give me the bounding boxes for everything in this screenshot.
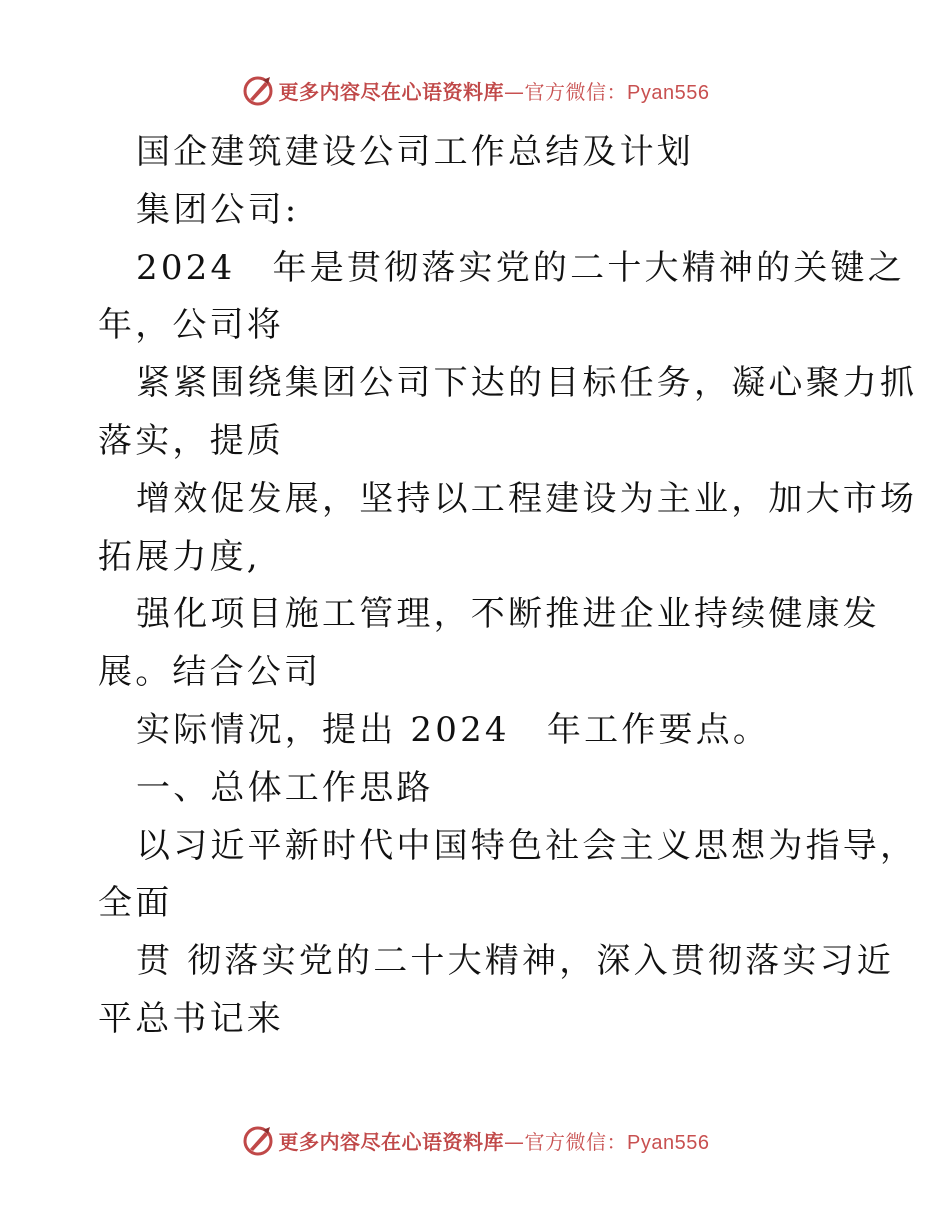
header-watermark [0,72,950,108]
paragraph-line: 落实，提质 [98,420,284,461]
watermark-main-text: 更多内容尽在心语资料库 [278,1129,505,1154]
brush-logo-icon [241,73,275,107]
paragraph-line: 2024 年是贯彻落实党的二十大精神的关键之 [136,247,905,288]
salutation: 集团公司: [136,189,300,230]
footer-watermark [0,1122,950,1158]
brush-logo-icon [241,1123,275,1157]
paragraph-line: 贯 彻落实党的二十大精神，深入贯彻落实习近 [136,941,895,982]
watermark-wechat-id: Pyan556 [627,1131,710,1154]
paragraph-line: 拓展力度, [98,536,261,577]
watermark-suffix-text: 官方微信： [524,79,628,104]
document-title: 国企建筑建设公司工作总结及计划 [136,132,694,172]
document-body [98,124,918,1049]
watermark-main-text: 更多内容尽在心语资料库 [278,79,505,104]
watermark-separator: — [504,1129,525,1154]
watermark-separator: — [504,79,525,104]
paragraph-line: 展。结合公司 [98,652,322,693]
paragraph-line: 紧紧围绕集团公司下达的目标任务，凝心聚力抓 [136,363,918,404]
watermark-suffix-text: 官方微信： [524,1129,628,1154]
paragraph-line: 增效促发展，坚持以工程建设为主业，加大市场 [136,478,918,519]
watermark-wechat-id: Pyan556 [627,81,710,104]
paragraph-line: 以习近平新时代中国特色社会主义思想为指导， [136,825,918,866]
paragraph-line: 强化项目施工管理，不断推进企业持续健康发 [136,594,880,635]
paragraph-line: 平总书记来 [98,998,284,1039]
paragraph-line: 全面 [98,883,173,924]
paragraph-line: 实际情况，提出 2024 年工作要点。 [136,709,771,750]
section-heading: 一、总体工作思路 [136,767,434,808]
paragraph-line: 年，公司将 [98,305,284,346]
